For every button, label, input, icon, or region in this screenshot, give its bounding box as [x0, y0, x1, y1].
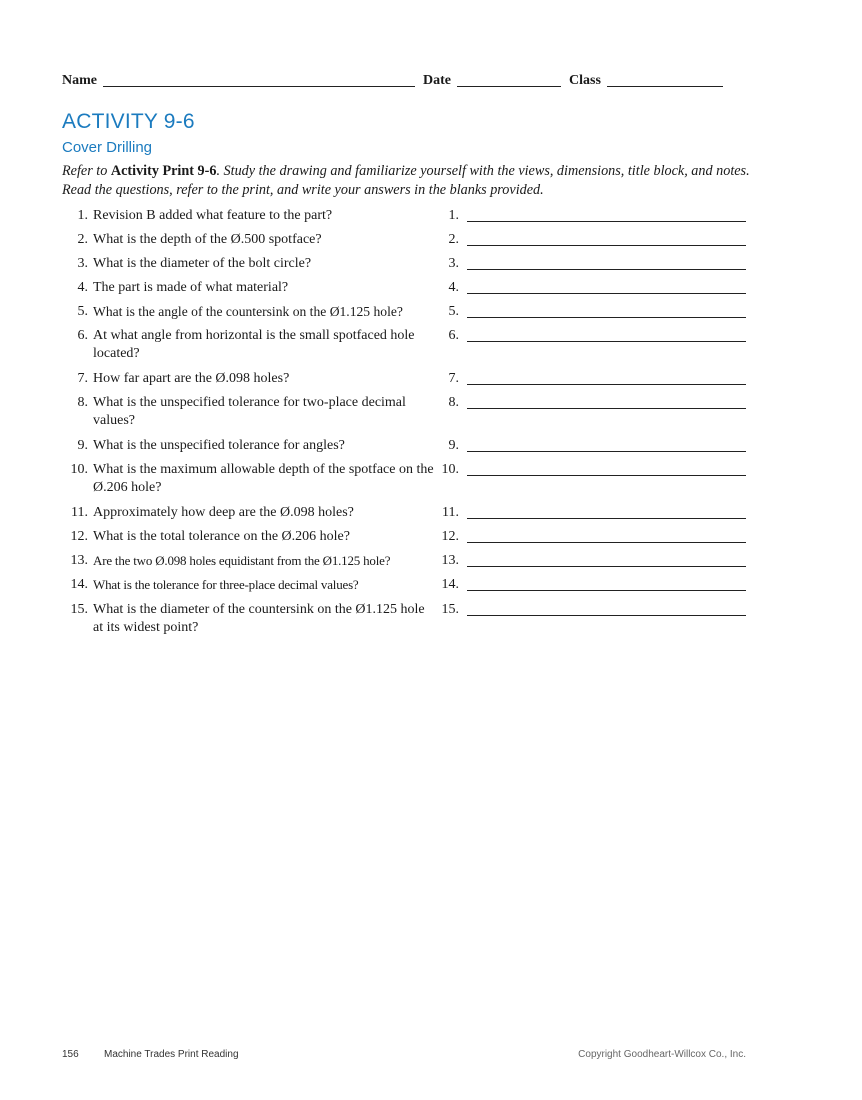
question-row [62, 370, 752, 390]
question-row [62, 552, 752, 572]
answer-blank[interactable] [467, 293, 746, 294]
question-text: What is the depth of the Ø.500 spotface? [93, 232, 322, 247]
question-number: 9. [77, 438, 88, 453]
question-text: What is the angle of the countersink on the Ø1.125 hole? [93, 304, 403, 319]
answer-number: 4. [448, 280, 459, 295]
answer-blank[interactable] [467, 384, 746, 385]
answer-blank[interactable] [467, 518, 746, 519]
answer-number: 15. [441, 602, 459, 617]
question-text: What is the tolerance for three-place decimal values? [93, 577, 359, 592]
question-text: What is the maximum allowable depth of the spotface on the Ø.206 hole? [93, 462, 434, 495]
class-label: Class [569, 73, 601, 88]
question-number: 7. [77, 371, 88, 386]
answer-number: 9. [448, 438, 459, 453]
question-row [62, 303, 752, 323]
class-blank[interactable] [607, 72, 723, 87]
question-row [62, 327, 752, 365]
answer-number: 10. [441, 462, 459, 477]
question-number: 5. [77, 304, 88, 319]
answer-blank[interactable] [467, 408, 746, 409]
question-row [62, 601, 752, 639]
answer-blank[interactable] [467, 341, 746, 342]
name-label: Name [62, 73, 97, 88]
question-text: What is the total tolerance on the Ø.206 hole? [93, 529, 350, 544]
question-text: Are the two Ø.098 holes equidistant from the Ø1.125 hole? [93, 553, 391, 568]
answer-number: 3. [448, 256, 459, 271]
copyright-notice: Copyright Goodheart-Willcox Co., Inc. [578, 1049, 746, 1060]
answer-number: 2. [448, 232, 459, 247]
answer-blank[interactable] [467, 451, 746, 452]
answer-blank[interactable] [467, 245, 746, 246]
date-label: Date [423, 73, 451, 88]
question-number: 11. [71, 505, 88, 520]
question-number: 4. [77, 280, 88, 295]
answer-number: 12. [441, 529, 459, 544]
book-title: Machine Trades Print Reading [104, 1049, 239, 1060]
question-text: At what angle from horizontal is the small spotfaced hole located? [93, 328, 415, 361]
instructions [62, 162, 762, 200]
activity-title: ACTIVITY 9-6 [62, 110, 195, 133]
question-row [62, 528, 752, 548]
question-row [62, 231, 752, 251]
question-number: 15. [70, 602, 88, 617]
question-number: 8. [77, 395, 88, 410]
answer-number: 11. [442, 505, 459, 520]
question-row [62, 255, 752, 275]
answer-number: 13. [441, 553, 459, 568]
question-text: What is the diameter of the countersink on the Ø1.125 hole at its widest point? [93, 602, 425, 635]
answer-blank[interactable] [467, 475, 746, 476]
answer-number: 5. [448, 304, 459, 319]
answer-blank[interactable] [467, 221, 746, 222]
question-number: 14. [70, 577, 88, 592]
answer-blank[interactable] [467, 269, 746, 270]
question-row [62, 394, 752, 432]
answer-blank[interactable] [467, 566, 746, 567]
instructions-print-reference: Activity Print 9-6 [110, 163, 217, 179]
question-row [62, 207, 752, 227]
activity-subtitle: Cover Drilling [62, 139, 153, 156]
question-text: Revision B added what feature to the part? [93, 208, 333, 223]
question-text: The part is made of what material? [93, 280, 289, 295]
answer-blank[interactable] [467, 615, 746, 616]
question-number: 10. [70, 462, 88, 477]
question-number: 12. [70, 529, 88, 544]
answer-number: 14. [441, 577, 459, 592]
question-number: 6. [77, 328, 88, 343]
question-row [62, 576, 752, 596]
question-text: How far apart are the Ø.098 holes? [93, 371, 290, 386]
question-number: 3. [77, 256, 88, 271]
question-row [62, 504, 752, 524]
question-number: 2. [77, 232, 88, 247]
answer-blank[interactable] [467, 317, 746, 318]
question-row [62, 461, 752, 499]
question-text: What is the unspecified tolerance for angles? [93, 438, 345, 453]
question-text: Approximately how deep are the Ø.098 holes? [93, 505, 354, 520]
question-row [62, 437, 752, 457]
instructions-body: . Study the drawing and familiarize yourself with the views, dimensions, title block, and notes. Read the questions, refer to the print, and write your answers in the blanks provided. [62, 163, 750, 198]
answer-number: 1. [448, 208, 459, 223]
answer-blank[interactable] [467, 542, 746, 543]
answer-number: 8. [448, 395, 459, 410]
question-row [62, 279, 752, 299]
instructions-prefix: Refer to [62, 163, 111, 179]
page-number: 156 [62, 1049, 79, 1060]
answer-number: 6. [448, 328, 459, 343]
student-info-header [62, 72, 746, 89]
name-blank[interactable] [103, 72, 415, 87]
question-number: 1. [77, 208, 88, 223]
question-text: What is the diameter of the bolt circle? [93, 256, 312, 271]
date-blank[interactable] [457, 72, 561, 87]
answer-number: 7. [448, 371, 459, 386]
question-number: 13. [70, 553, 88, 568]
answer-blank[interactable] [467, 590, 746, 591]
question-text: What is the unspecified tolerance for two-place decimal values? [93, 395, 406, 428]
